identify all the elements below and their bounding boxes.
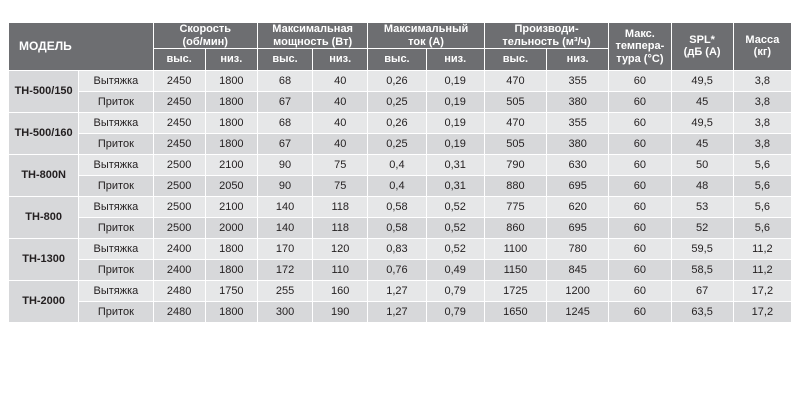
header-current-low: низ. <box>426 49 484 71</box>
cell-power-low: 40 <box>313 70 368 91</box>
header-group-mass-line2: (кг) <box>753 46 772 59</box>
header-speed-low: низ. <box>205 49 257 71</box>
cell-airflow-high: 1150 <box>484 259 546 280</box>
header-group-airflow-line1: Производи- <box>514 23 579 35</box>
row-direction: Приток <box>79 301 153 322</box>
cell-speed-low: 1800 <box>205 238 257 259</box>
header-airflow-high: выс. <box>484 49 546 71</box>
cell-power-high: 68 <box>257 112 312 133</box>
header-power-high: выс. <box>257 49 312 71</box>
header-group-max-temp-line1: Макс. <box>624 27 655 40</box>
cell-speed-low: 1800 <box>205 70 257 91</box>
header-group-power <box>257 23 367 49</box>
table-header <box>9 23 792 71</box>
cell-current-high: 0,58 <box>368 196 426 217</box>
cell-power-low: 118 <box>313 217 368 238</box>
cell-airflow-high: 505 <box>484 91 546 112</box>
cell-spl: 58,5 <box>671 259 733 280</box>
cell-speed-high: 2480 <box>153 301 205 322</box>
cell-power-low: 120 <box>313 238 368 259</box>
table-row <box>9 238 792 259</box>
cell-speed-low: 1800 <box>205 112 257 133</box>
cell-spl: 63,5 <box>671 301 733 322</box>
cell-airflow-low: 380 <box>547 133 609 154</box>
row-model: TH-500/150 <box>9 70 79 112</box>
cell-current-high: 1,27 <box>368 280 426 301</box>
cell-power-low: 110 <box>313 259 368 280</box>
row-model: TH-800N <box>9 154 79 196</box>
cell-max-temp: 60 <box>609 196 671 217</box>
cell-speed-high: 2500 <box>153 175 205 196</box>
cell-current-high: 0,25 <box>368 133 426 154</box>
cell-speed-low: 1750 <box>205 280 257 301</box>
row-direction: Приток <box>79 259 153 280</box>
cell-speed-high: 2450 <box>153 91 205 112</box>
row-direction: Вытяжка <box>79 280 153 301</box>
cell-airflow-low: 355 <box>547 112 609 133</box>
cell-power-high: 140 <box>257 217 312 238</box>
cell-max-temp: 60 <box>609 238 671 259</box>
cell-current-low: 0,31 <box>426 154 484 175</box>
cell-max-temp: 60 <box>609 154 671 175</box>
row-model: TH-1300 <box>9 238 79 280</box>
cell-speed-high: 2500 <box>153 196 205 217</box>
cell-power-high: 170 <box>257 238 312 259</box>
row-direction: Вытяжка <box>79 112 153 133</box>
cell-spl: 45 <box>671 91 733 112</box>
table-row <box>9 112 792 133</box>
table-row <box>9 91 792 112</box>
header-group-spl-line2: (дБ (А) <box>683 46 721 59</box>
header-group-speed-line2: (об/мин) <box>182 35 228 48</box>
row-direction: Приток <box>79 175 153 196</box>
cell-airflow-low: 695 <box>547 175 609 196</box>
cell-current-low: 0,19 <box>426 133 484 154</box>
row-direction: Вытяжка <box>79 154 153 175</box>
cell-power-low: 40 <box>313 91 368 112</box>
header-group-airflow-line2: тельность (м³/ч) <box>502 35 591 48</box>
cell-max-temp: 60 <box>609 70 671 91</box>
table-row <box>9 217 792 238</box>
cell-speed-high: 2500 <box>153 154 205 175</box>
row-model: TH-500/160 <box>9 112 79 154</box>
cell-power-high: 68 <box>257 70 312 91</box>
cell-current-low: 0,19 <box>426 112 484 133</box>
cell-power-high: 90 <box>257 175 312 196</box>
cell-current-high: 0,83 <box>368 238 426 259</box>
cell-speed-low: 2050 <box>205 175 257 196</box>
row-direction: Приток <box>79 133 153 154</box>
cell-spl: 52 <box>671 217 733 238</box>
header-group-airflow <box>484 23 608 49</box>
cell-airflow-low: 1245 <box>547 301 609 322</box>
header-speed-high: выс. <box>153 49 205 71</box>
cell-power-low: 118 <box>313 196 368 217</box>
cell-power-low: 160 <box>313 280 368 301</box>
cell-spl: 49,5 <box>671 112 733 133</box>
cell-airflow-high: 505 <box>484 133 546 154</box>
cell-spl: 67 <box>671 280 733 301</box>
cell-current-high: 0,25 <box>368 91 426 112</box>
cell-mass: 5,6 <box>733 196 791 217</box>
table-row <box>9 280 792 301</box>
cell-mass: 11,2 <box>733 259 791 280</box>
cell-mass: 3,8 <box>733 133 791 154</box>
cell-speed-low: 1800 <box>205 91 257 112</box>
cell-airflow-low: 845 <box>547 259 609 280</box>
cell-airflow-high: 1725 <box>484 280 546 301</box>
header-group-spl <box>671 23 733 71</box>
specifications-table <box>8 22 792 323</box>
cell-speed-low: 2000 <box>205 217 257 238</box>
cell-max-temp: 60 <box>609 133 671 154</box>
cell-power-high: 67 <box>257 133 312 154</box>
cell-current-low: 0,19 <box>426 70 484 91</box>
cell-power-low: 40 <box>313 133 368 154</box>
cell-airflow-high: 1100 <box>484 238 546 259</box>
cell-mass: 17,2 <box>733 301 791 322</box>
cell-max-temp: 60 <box>609 301 671 322</box>
cell-speed-high: 2400 <box>153 259 205 280</box>
cell-mass: 5,6 <box>733 175 791 196</box>
cell-spl: 49,5 <box>671 70 733 91</box>
header-group-max-temp-line2: темпера- <box>615 40 665 53</box>
cell-current-high: 0,58 <box>368 217 426 238</box>
cell-airflow-low: 1200 <box>547 280 609 301</box>
cell-speed-low: 1800 <box>205 133 257 154</box>
cell-airflow-low: 695 <box>547 217 609 238</box>
cell-current-low: 0,52 <box>426 196 484 217</box>
cell-airflow-high: 470 <box>484 112 546 133</box>
row-direction: Вытяжка <box>79 238 153 259</box>
cell-current-low: 0,79 <box>426 301 484 322</box>
header-group-power-line1: Максимальная <box>272 23 353 35</box>
cell-current-low: 0,79 <box>426 280 484 301</box>
cell-power-high: 300 <box>257 301 312 322</box>
cell-airflow-low: 630 <box>547 154 609 175</box>
cell-current-high: 0,26 <box>368 70 426 91</box>
cell-spl: 45 <box>671 133 733 154</box>
cell-speed-high: 2480 <box>153 280 205 301</box>
cell-mass: 17,2 <box>733 280 791 301</box>
cell-speed-high: 2450 <box>153 70 205 91</box>
cell-mass: 5,6 <box>733 217 791 238</box>
header-group-current-line1: Максимальный <box>383 23 469 35</box>
cell-airflow-high: 1650 <box>484 301 546 322</box>
cell-max-temp: 60 <box>609 175 671 196</box>
header-group-current-line2: ток (А) <box>408 35 444 48</box>
header-group-max-temp <box>609 23 671 71</box>
row-model: TH-800 <box>9 196 79 238</box>
header-group-power-line2: мощность (Вт) <box>273 35 353 48</box>
cell-speed-high: 2450 <box>153 112 205 133</box>
header-current-high: выс. <box>368 49 426 71</box>
cell-speed-low: 2100 <box>205 154 257 175</box>
cell-max-temp: 60 <box>609 217 671 238</box>
cell-power-high: 67 <box>257 91 312 112</box>
cell-power-high: 140 <box>257 196 312 217</box>
cell-current-high: 0,4 <box>368 154 426 175</box>
cell-speed-high: 2400 <box>153 238 205 259</box>
table-row <box>9 154 792 175</box>
row-direction: Вытяжка <box>79 196 153 217</box>
cell-mass: 3,8 <box>733 112 791 133</box>
cell-max-temp: 60 <box>609 280 671 301</box>
cell-speed-low: 1800 <box>205 301 257 322</box>
cell-current-high: 0,4 <box>368 175 426 196</box>
cell-current-low: 0,52 <box>426 217 484 238</box>
cell-airflow-high: 470 <box>484 70 546 91</box>
row-direction: Приток <box>79 217 153 238</box>
cell-power-high: 255 <box>257 280 312 301</box>
cell-current-low: 0,19 <box>426 91 484 112</box>
cell-speed-high: 2500 <box>153 217 205 238</box>
row-direction: Приток <box>79 91 153 112</box>
cell-speed-low: 2100 <box>205 196 257 217</box>
cell-spl: 59,5 <box>671 238 733 259</box>
table-row <box>9 175 792 196</box>
cell-current-low: 0,31 <box>426 175 484 196</box>
table-row <box>9 70 792 91</box>
cell-power-high: 90 <box>257 154 312 175</box>
header-model: МОДЕЛЬ <box>9 23 154 71</box>
header-group-current <box>368 23 484 49</box>
header-group-max-temp-line3: тура (°С) <box>616 52 664 65</box>
cell-power-low: 40 <box>313 112 368 133</box>
cell-airflow-low: 355 <box>547 70 609 91</box>
table-body <box>9 70 792 322</box>
header-group-speed <box>153 23 257 49</box>
cell-spl: 53 <box>671 196 733 217</box>
header-power-low: низ. <box>313 49 368 71</box>
cell-power-low: 75 <box>313 154 368 175</box>
header-airflow-low: низ. <box>547 49 609 71</box>
cell-airflow-low: 380 <box>547 91 609 112</box>
cell-airflow-high: 880 <box>484 175 546 196</box>
cell-mass: 5,6 <box>733 154 791 175</box>
table-row <box>9 196 792 217</box>
cell-power-low: 190 <box>313 301 368 322</box>
cell-mass: 3,8 <box>733 91 791 112</box>
row-model: TH-2000 <box>9 280 79 322</box>
cell-airflow-high: 790 <box>484 154 546 175</box>
cell-current-low: 0,49 <box>426 259 484 280</box>
cell-max-temp: 60 <box>609 259 671 280</box>
header-group-mass-line1: Масса <box>745 33 780 46</box>
cell-current-high: 0,26 <box>368 112 426 133</box>
cell-current-high: 1,27 <box>368 301 426 322</box>
cell-airflow-high: 860 <box>484 217 546 238</box>
cell-airflow-high: 775 <box>484 196 546 217</box>
header-group-mass <box>733 23 791 71</box>
cell-spl: 50 <box>671 154 733 175</box>
cell-mass: 3,8 <box>733 70 791 91</box>
cell-airflow-low: 620 <box>547 196 609 217</box>
cell-mass: 11,2 <box>733 238 791 259</box>
cell-airflow-low: 780 <box>547 238 609 259</box>
cell-max-temp: 60 <box>609 91 671 112</box>
cell-speed-high: 2450 <box>153 133 205 154</box>
row-direction: Вытяжка <box>79 70 153 91</box>
table-row <box>9 133 792 154</box>
cell-power-high: 172 <box>257 259 312 280</box>
header-group-speed-line1: Скорость <box>179 23 232 35</box>
cell-power-low: 75 <box>313 175 368 196</box>
cell-speed-low: 1800 <box>205 259 257 280</box>
cell-spl: 48 <box>671 175 733 196</box>
header-group-spl-line1: SPL* <box>689 33 715 46</box>
cell-current-high: 0,76 <box>368 259 426 280</box>
table-row <box>9 259 792 280</box>
table-row <box>9 301 792 322</box>
cell-max-temp: 60 <box>609 112 671 133</box>
cell-current-low: 0,52 <box>426 238 484 259</box>
header-row-groups <box>9 23 792 49</box>
